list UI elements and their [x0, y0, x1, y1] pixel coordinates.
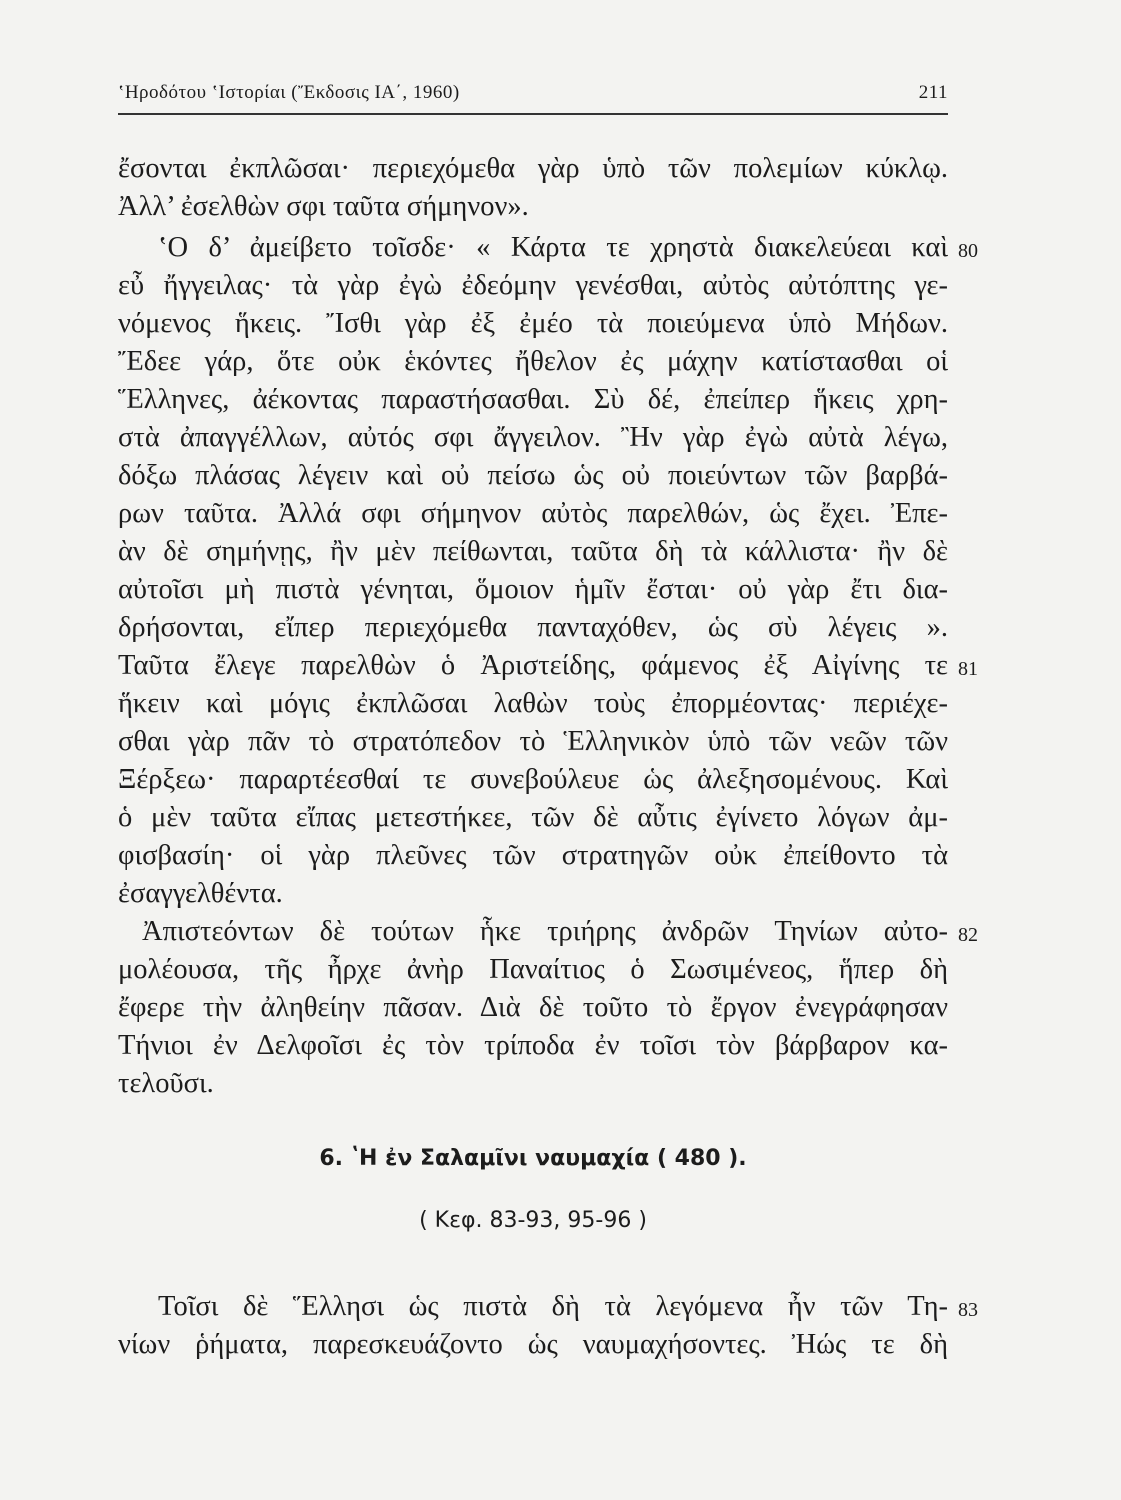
text-line: μολέουσα, τῆς ἦρχε ἀνὴρ Παναίτιος ὁ Σωσιμένεος, ἥπερ δὴ	[118, 954, 948, 985]
text-line: δρήσονται, εἴπερ περιεχόμεθα πανταχόθεν, ὡς σὺ λέγεις ».	[118, 612, 948, 643]
text-line: στὰ ἀπαγγέλλων, αὐτός σφι ἄγγειλον. Ἢν γὰρ ἐγὼ αὐτὰ λέγω,	[118, 422, 948, 453]
running-header	[118, 82, 948, 104]
text-line: ρων ταῦτα. Ἀλλά σφι σήμηνον αὐτὸς παρελθών, ὡς ἔχει. Ἐπε-	[118, 498, 948, 529]
text-line: ʽΟ δ’ ἀμείβετο τοῖσδε· « Κάρτα τε χρηστὰ διακελεύεαι καὶ	[158, 232, 948, 263]
chapter-number: 83	[958, 1299, 978, 1321]
text-line: φισβασίη· οἱ γὰρ πλεῦνες τῶν στρατηγῶν οὐκ ἐπείθοντο τὰ	[118, 840, 948, 871]
text-line: ὁ μὲν ταῦτα εἴπας μετεστήκεε, τῶν δὲ αὖτις ἐγίνετο λόγων ἀμ-	[118, 802, 948, 833]
text-line: ἥκειν καὶ μόγις ἐκπλῶσαι λαθὼν τοὺς ἐπορμέοντας· περιέχε-	[118, 688, 948, 719]
text-line: Ἀπιστεόντων δὲ τούτων ἧκε τριήρης ἀνδρῶν Τηνίων αὐτο-	[142, 916, 948, 947]
section-heading: 6. ʽΗ ἐν Σαλαμῖνι ναυμαχία ( 480 ).	[319, 1146, 747, 1171]
text-line: Τήνιοι ἐν Δελφοῖσι ἐς τὸν τρίποδα ἐν τοῖσι τὸν βάρβαρον κα-	[118, 1030, 948, 1061]
section-subheading: ( Κεφ. 83-93, 95-96 )	[419, 1208, 647, 1233]
text-line: ὰν δὲ σημήνῃς, ἢν μὲν πείθωνται, ταῦτα δὴ τὰ κάλλιστα· ἢν δὲ	[118, 536, 948, 567]
text-line: σθαι γὰρ πᾶν τὸ στρατόπεδον τὸ Ἑλληνικὸν ὑπὸ τῶν νεῶν τῶν	[118, 726, 948, 757]
text-line: εὖ ἤγγειλας· τὰ γὰρ ἐγὼ ἐδεόμην γενέσθαι, αὐτὸς αὐτόπτης γε-	[118, 270, 948, 301]
text-line: νίων ῥήματα, παρεσκευάζοντο ὡς ναυμαχήσοντες. Ἠώς τε δὴ	[118, 1329, 948, 1360]
text-line: Ξέρξεω· παραρτέεσθαί τε συνεβούλευε ὡς ἀλεξησομένους. Καὶ	[118, 764, 948, 795]
text-line: Τοῖσι δὲ Ἕλλησι ὡς πιστὰ δὴ τὰ λεγόμενα ἦν τῶν Τη-	[158, 1291, 948, 1322]
text-line: αὐτοῖσι μὴ πιστὰ γένηται, ὅμοιον ἡμῖν ἔσται· οὐ γὰρ ἔτι δια-	[118, 574, 948, 605]
text-line: τελοῦσι.	[118, 1068, 214, 1099]
text-line: Ἀλλ’ ἐσελθὼν σφι ταῦτα σήμηνον».	[118, 191, 529, 222]
text-line: νόμενος ἥκεις. Ἴσθι γὰρ ἐξ ἐμέο τὰ ποιεύμενα ὑπὸ Μήδων.	[118, 308, 948, 339]
chapter-number: 82	[958, 924, 978, 946]
text-line: Ταῦτα ἔλεγε παρελθὼν ὁ Ἀριστείδης, φάμενος ἐξ Αἰγίνης τε	[118, 650, 948, 681]
header-rule	[118, 113, 948, 115]
text-line: δόξω πλάσας λέγειν καὶ οὐ πείσω ὡς οὐ ποιεύντων τῶν βαρβά-	[118, 460, 948, 491]
chapter-number: 80	[958, 240, 978, 262]
text-line: ἐσαγγελθέντα.	[118, 878, 283, 909]
chapter-number: 81	[958, 658, 978, 680]
page-number: 211	[918, 82, 948, 103]
running-title: ʽΗροδότου ʽΙστορίαι (Ἔκδοσις ΙΑ΄, 1960)	[118, 82, 460, 103]
text-line: Ἕλληνες, ἀέκοντας παραστήσασθαι. Σὺ δέ, ἐπείπερ ἥκεις χρη-	[118, 384, 948, 415]
text-line: Ἔδεε γάρ, ὅτε οὐκ ἑκόντες ἤθελον ἐς μάχην κατίστασθαι οἱ	[118, 346, 948, 377]
text-line: ἔσονται ἐκπλῶσαι· περιεχόμεθα γὰρ ὑπὸ τῶν πολεμίων κύκλῳ.	[118, 153, 948, 184]
text-line: ἔφερε τὴν ἀληθείην πᾶσαν. Διὰ δὲ τοῦτο τὸ ἔργον ἐνεγράφησαν	[118, 992, 948, 1023]
